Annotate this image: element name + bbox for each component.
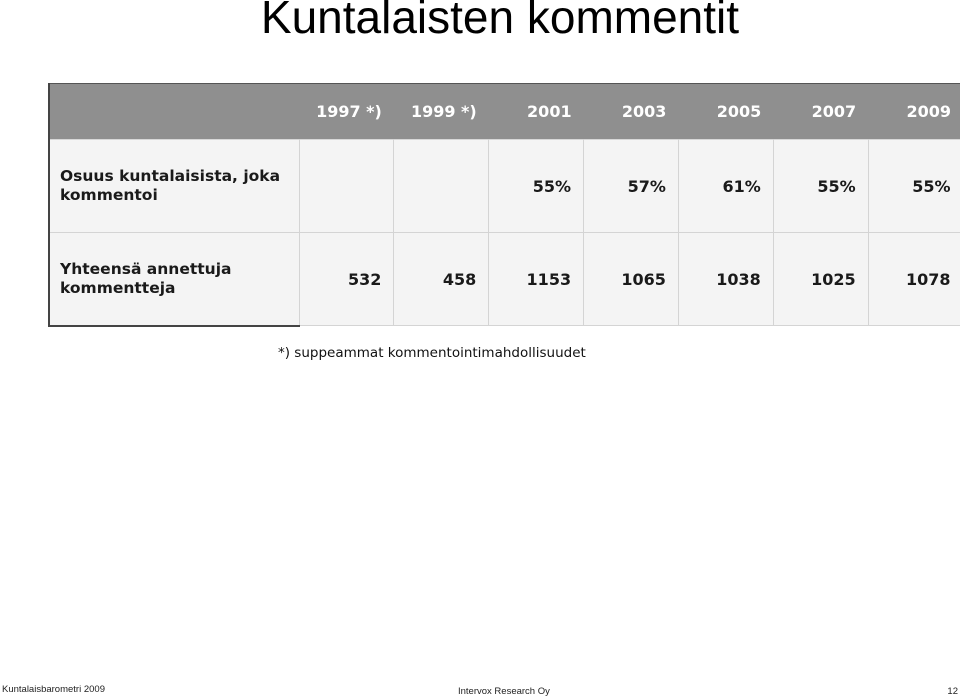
table-cell: 57% [584,140,679,233]
table-cell: 1038 [678,233,773,326]
column-header: 2003 [584,84,679,140]
page-title: Kuntalaisten kommentit [260,0,740,43]
row-label: Osuus kuntalaisista, joka kommentoi [49,140,299,233]
footer-source: Kuntalaisbarometri 2009 [2,684,105,695]
table-cell: 532 [299,233,394,326]
table-cell [394,140,489,233]
column-header: 2007 [773,84,868,140]
page-number: 12 [947,686,958,697]
table-cell: 1065 [584,233,679,326]
table-cell: 1153 [489,233,584,326]
table-cell: 55% [489,140,584,233]
column-header: 2005 [678,84,773,140]
table-cell: 55% [868,140,960,233]
footer-company: Intervox Research Oy [458,686,550,697]
column-header: 1997 *) [299,84,394,140]
table-cell [299,140,394,233]
table-cell: 1025 [773,233,868,326]
table-header-row [49,84,960,140]
comments-table [48,83,960,327]
table-cell: 55% [773,140,868,233]
column-header: 1999 *) [394,84,489,140]
header-corner-cell [49,84,299,140]
table-cell: 458 [394,233,489,326]
table-row [49,140,960,233]
column-header: 2001 [489,84,584,140]
table-cell: 1078 [868,233,960,326]
row-label: Yhteensä annettuja kommentteja [49,233,299,326]
table-row [49,233,960,326]
footnote: *) suppeammat kommentointimahdollisuudet [278,345,586,361]
table-cell: 61% [678,140,773,233]
column-header: 2009 [868,84,960,140]
